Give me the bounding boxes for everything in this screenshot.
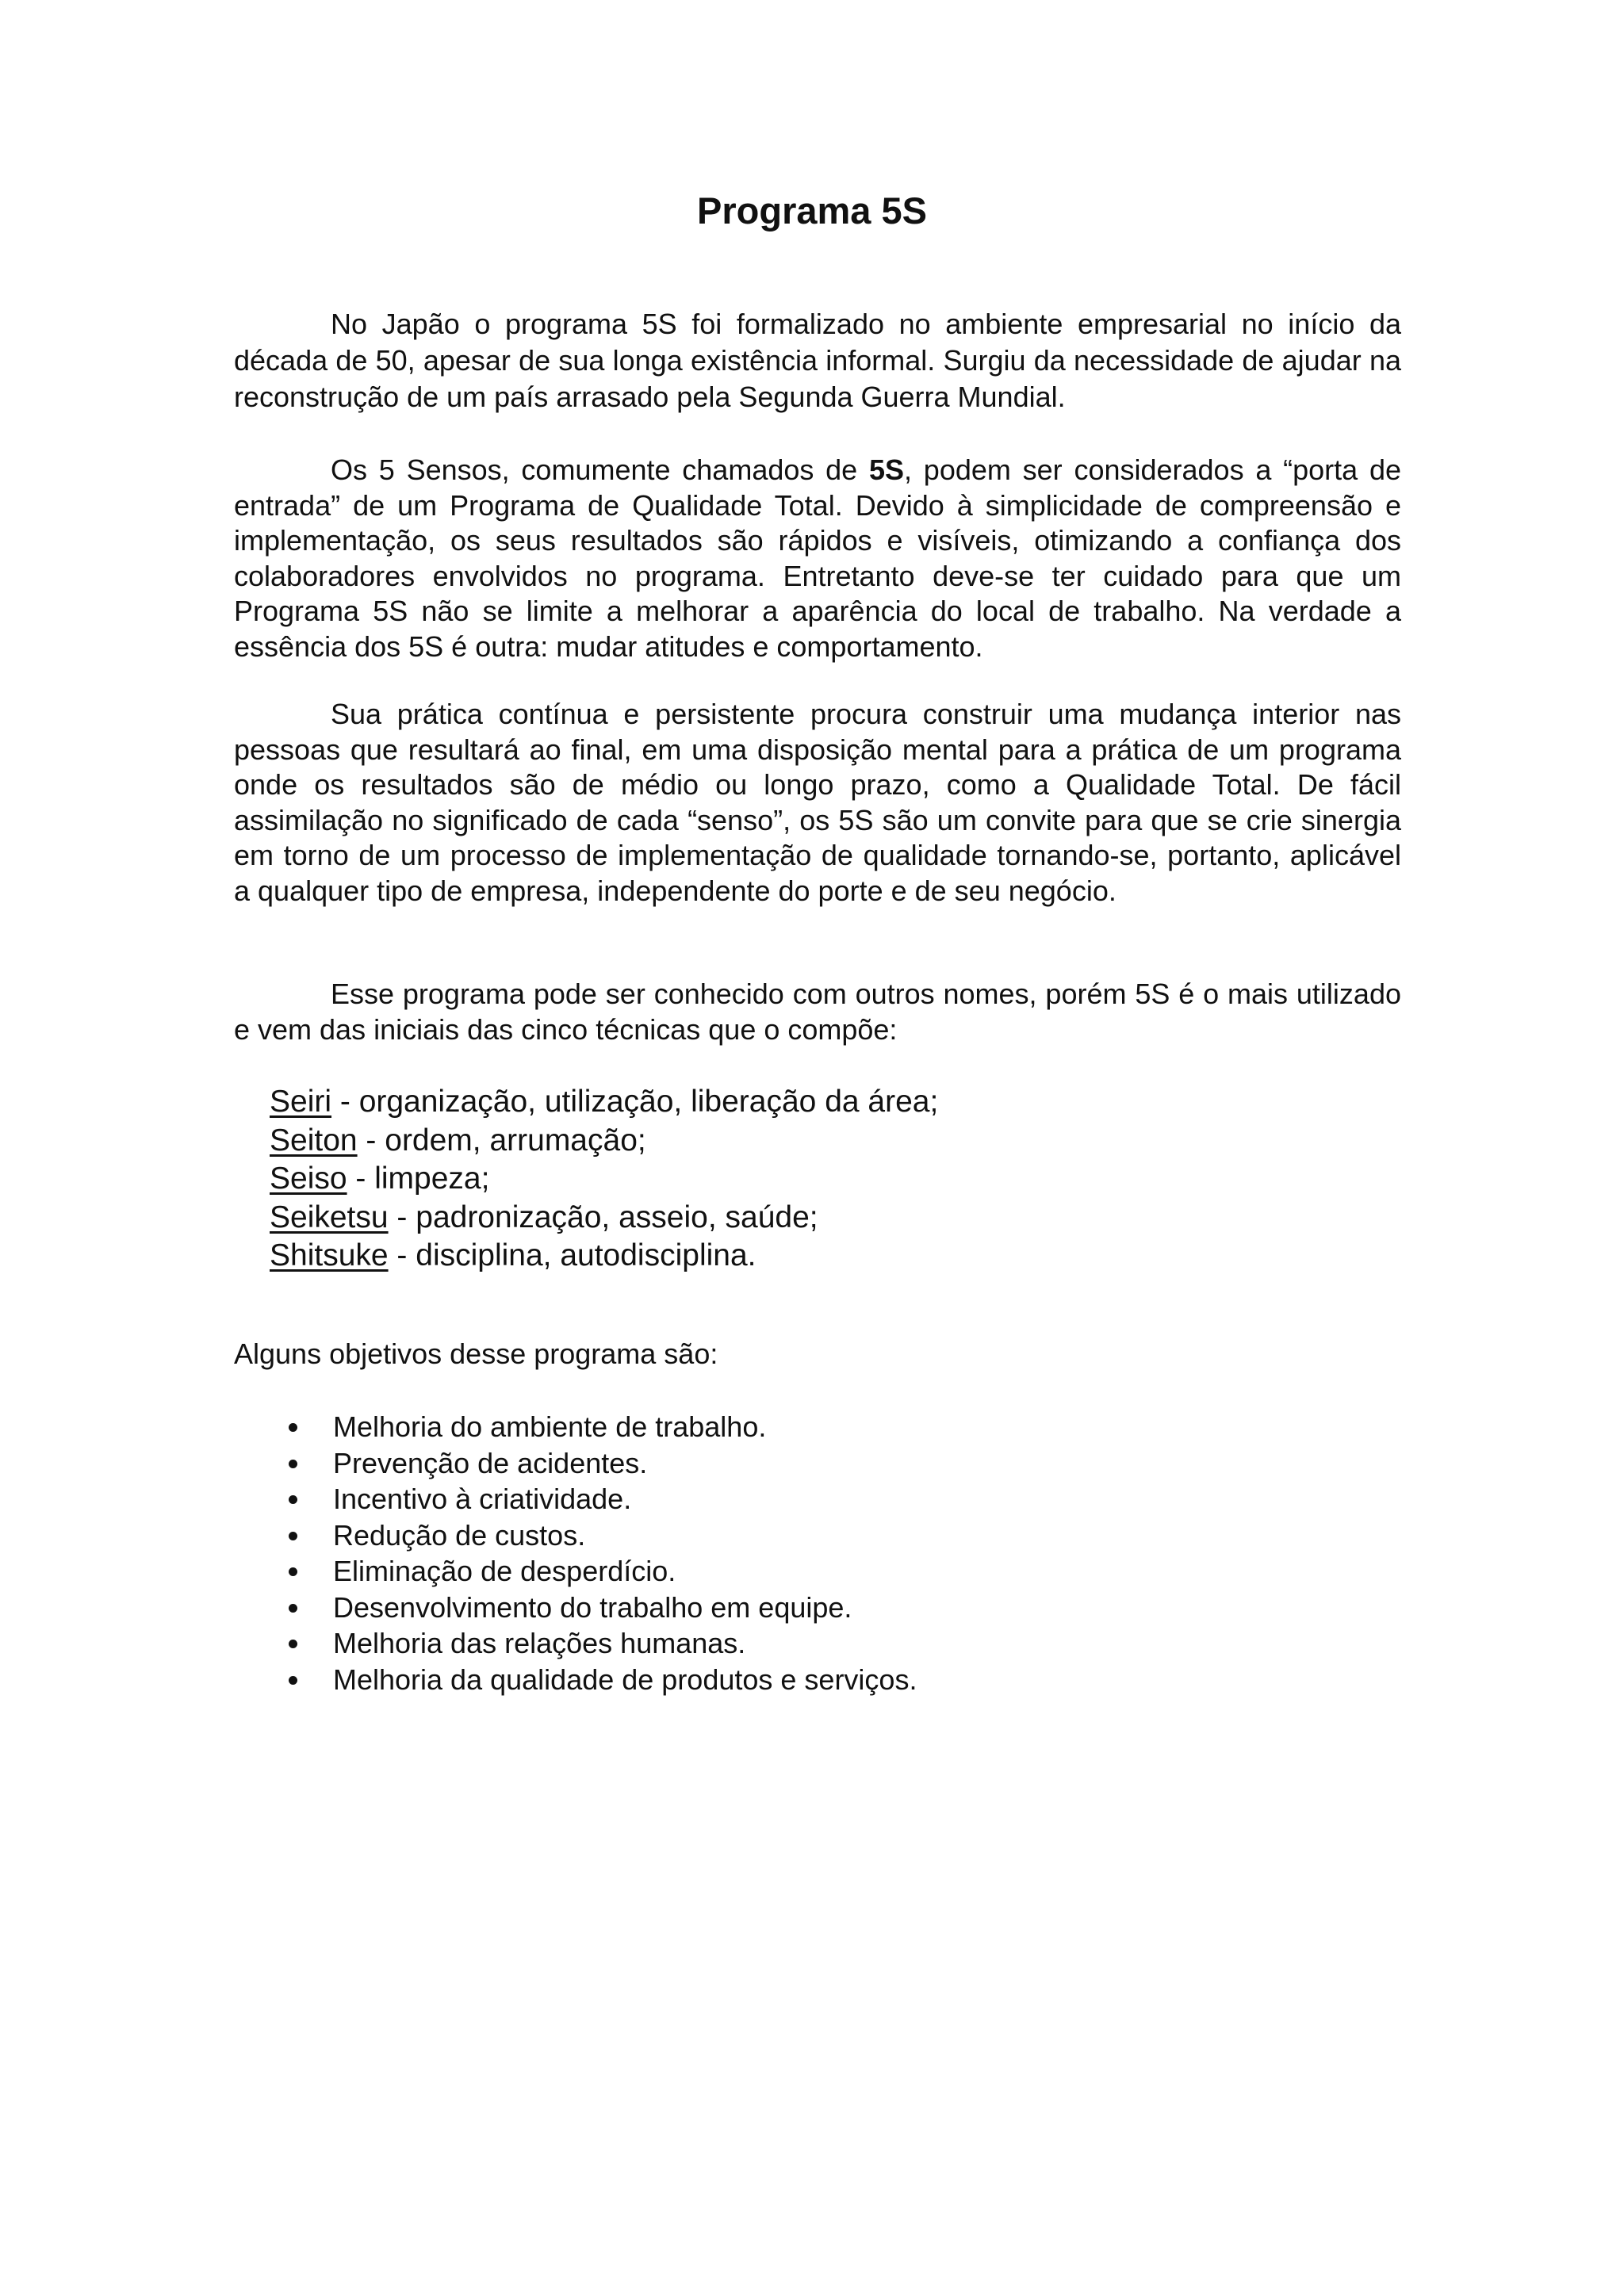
paragraph-five-senses-end: , podem ser considerados a “porta de entrada” de um Programa de Qualidade Total. Devido à simplicidade de compreensão e implementação, os seus resultados são rápidos e visíveis, otimizando a confiança dos colaboradores envolvidos no programa. Entretanto deve-se ter cuidado para que um Programa 5S não se limite a melhorar a aparência do local de trabalho. Na verdade a essência dos 5S é outra: mudar atitudes e comportamento. (234, 453, 1402, 663)
paragraph-origin: No Japão o programa 5S foi formalizado no ambiente empresarial no início da década de 50, apesar de sua longa existência informal. Surgiu da necessidade de ajudar na reconstrução de um país arrasado pela Segunda Guerra Mundial. (234, 308, 1401, 413)
sense-item (270, 1237, 938, 1276)
objective-text: Eliminação de desperdício. (333, 1555, 676, 1587)
objectives-intro: Alguns objetivos desse programa são: (234, 1337, 718, 1370)
paragraph-names: Esse programa pode ser conhecido com outros nomes, porém 5S é o mais utilizado e vem das iniciais das cinco técnicas que o compõe: (234, 978, 1401, 1046)
sense-item (270, 1199, 938, 1238)
sense-description: - limpeza; (347, 1161, 490, 1196)
objective-text: Melhoria das relações humanas. (333, 1627, 746, 1659)
bullet-icon (289, 1567, 297, 1576)
five-senses-list (270, 1083, 938, 1276)
sense-item (270, 1160, 938, 1199)
paragraph-practice: Sua prática contínua e persistente procura construir uma mudança interior nas pessoas que resultará ao final, em uma disposição mental para a prática de um programa onde os resultados são de médio ou longo prazo, como a Qualidade Total. De fácil assimilação no significado de cada “senso”, os 5S são um convite para que se crie sinergia em torno de um processo de implementação de qualidade tornando-se, portanto, aplicável a qualquer tipo de empresa, independente do porte e de seu negócio. (234, 698, 1401, 907)
objective-text: Incentivo à criatividade. (333, 1483, 632, 1515)
sense-term: Seiton (270, 1123, 358, 1158)
paragraph-five-senses-bold: 5S (868, 453, 905, 486)
bullet-icon (289, 1604, 297, 1613)
bullet-icon (289, 1532, 297, 1540)
sense-item (270, 1083, 938, 1122)
objective-text: Melhoria da qualidade de produtos e serviços. (333, 1663, 917, 1696)
objective-text: Desenvolvimento do trabalho em equipe. (333, 1590, 852, 1624)
sense-description: - ordem, arrumação; (357, 1123, 646, 1158)
bullet-icon (289, 1495, 297, 1504)
sense-description: - organização, utilização, liberação da área; (331, 1085, 939, 1119)
sense-item (270, 1122, 938, 1161)
sense-term: Seiketsu (270, 1200, 389, 1234)
sense-term: Seiso (270, 1161, 347, 1196)
sense-term: Shitsuke (270, 1238, 389, 1272)
objective-text: Melhoria do ambiente de trabalho. (333, 1410, 767, 1443)
bullet-icon (289, 1423, 297, 1432)
paragraph-five-senses-start: Os 5 Sensos, comumente chamados de (331, 453, 869, 486)
bullet-icon (289, 1640, 297, 1648)
sense-description: - padronização, asseio, saúde; (388, 1200, 818, 1234)
objective-text: Prevenção de acidentes. (333, 1446, 648, 1479)
sense-description: - disciplina, autodisciplina. (388, 1238, 756, 1272)
objective-text: Redução de custos. (333, 1518, 586, 1552)
paragraph-five-senses (234, 453, 1401, 665)
bullet-icon (289, 1460, 297, 1468)
page-title: Programa 5S (697, 189, 927, 232)
bullet-icon (289, 1676, 297, 1685)
sense-term: Seiri (270, 1085, 332, 1119)
